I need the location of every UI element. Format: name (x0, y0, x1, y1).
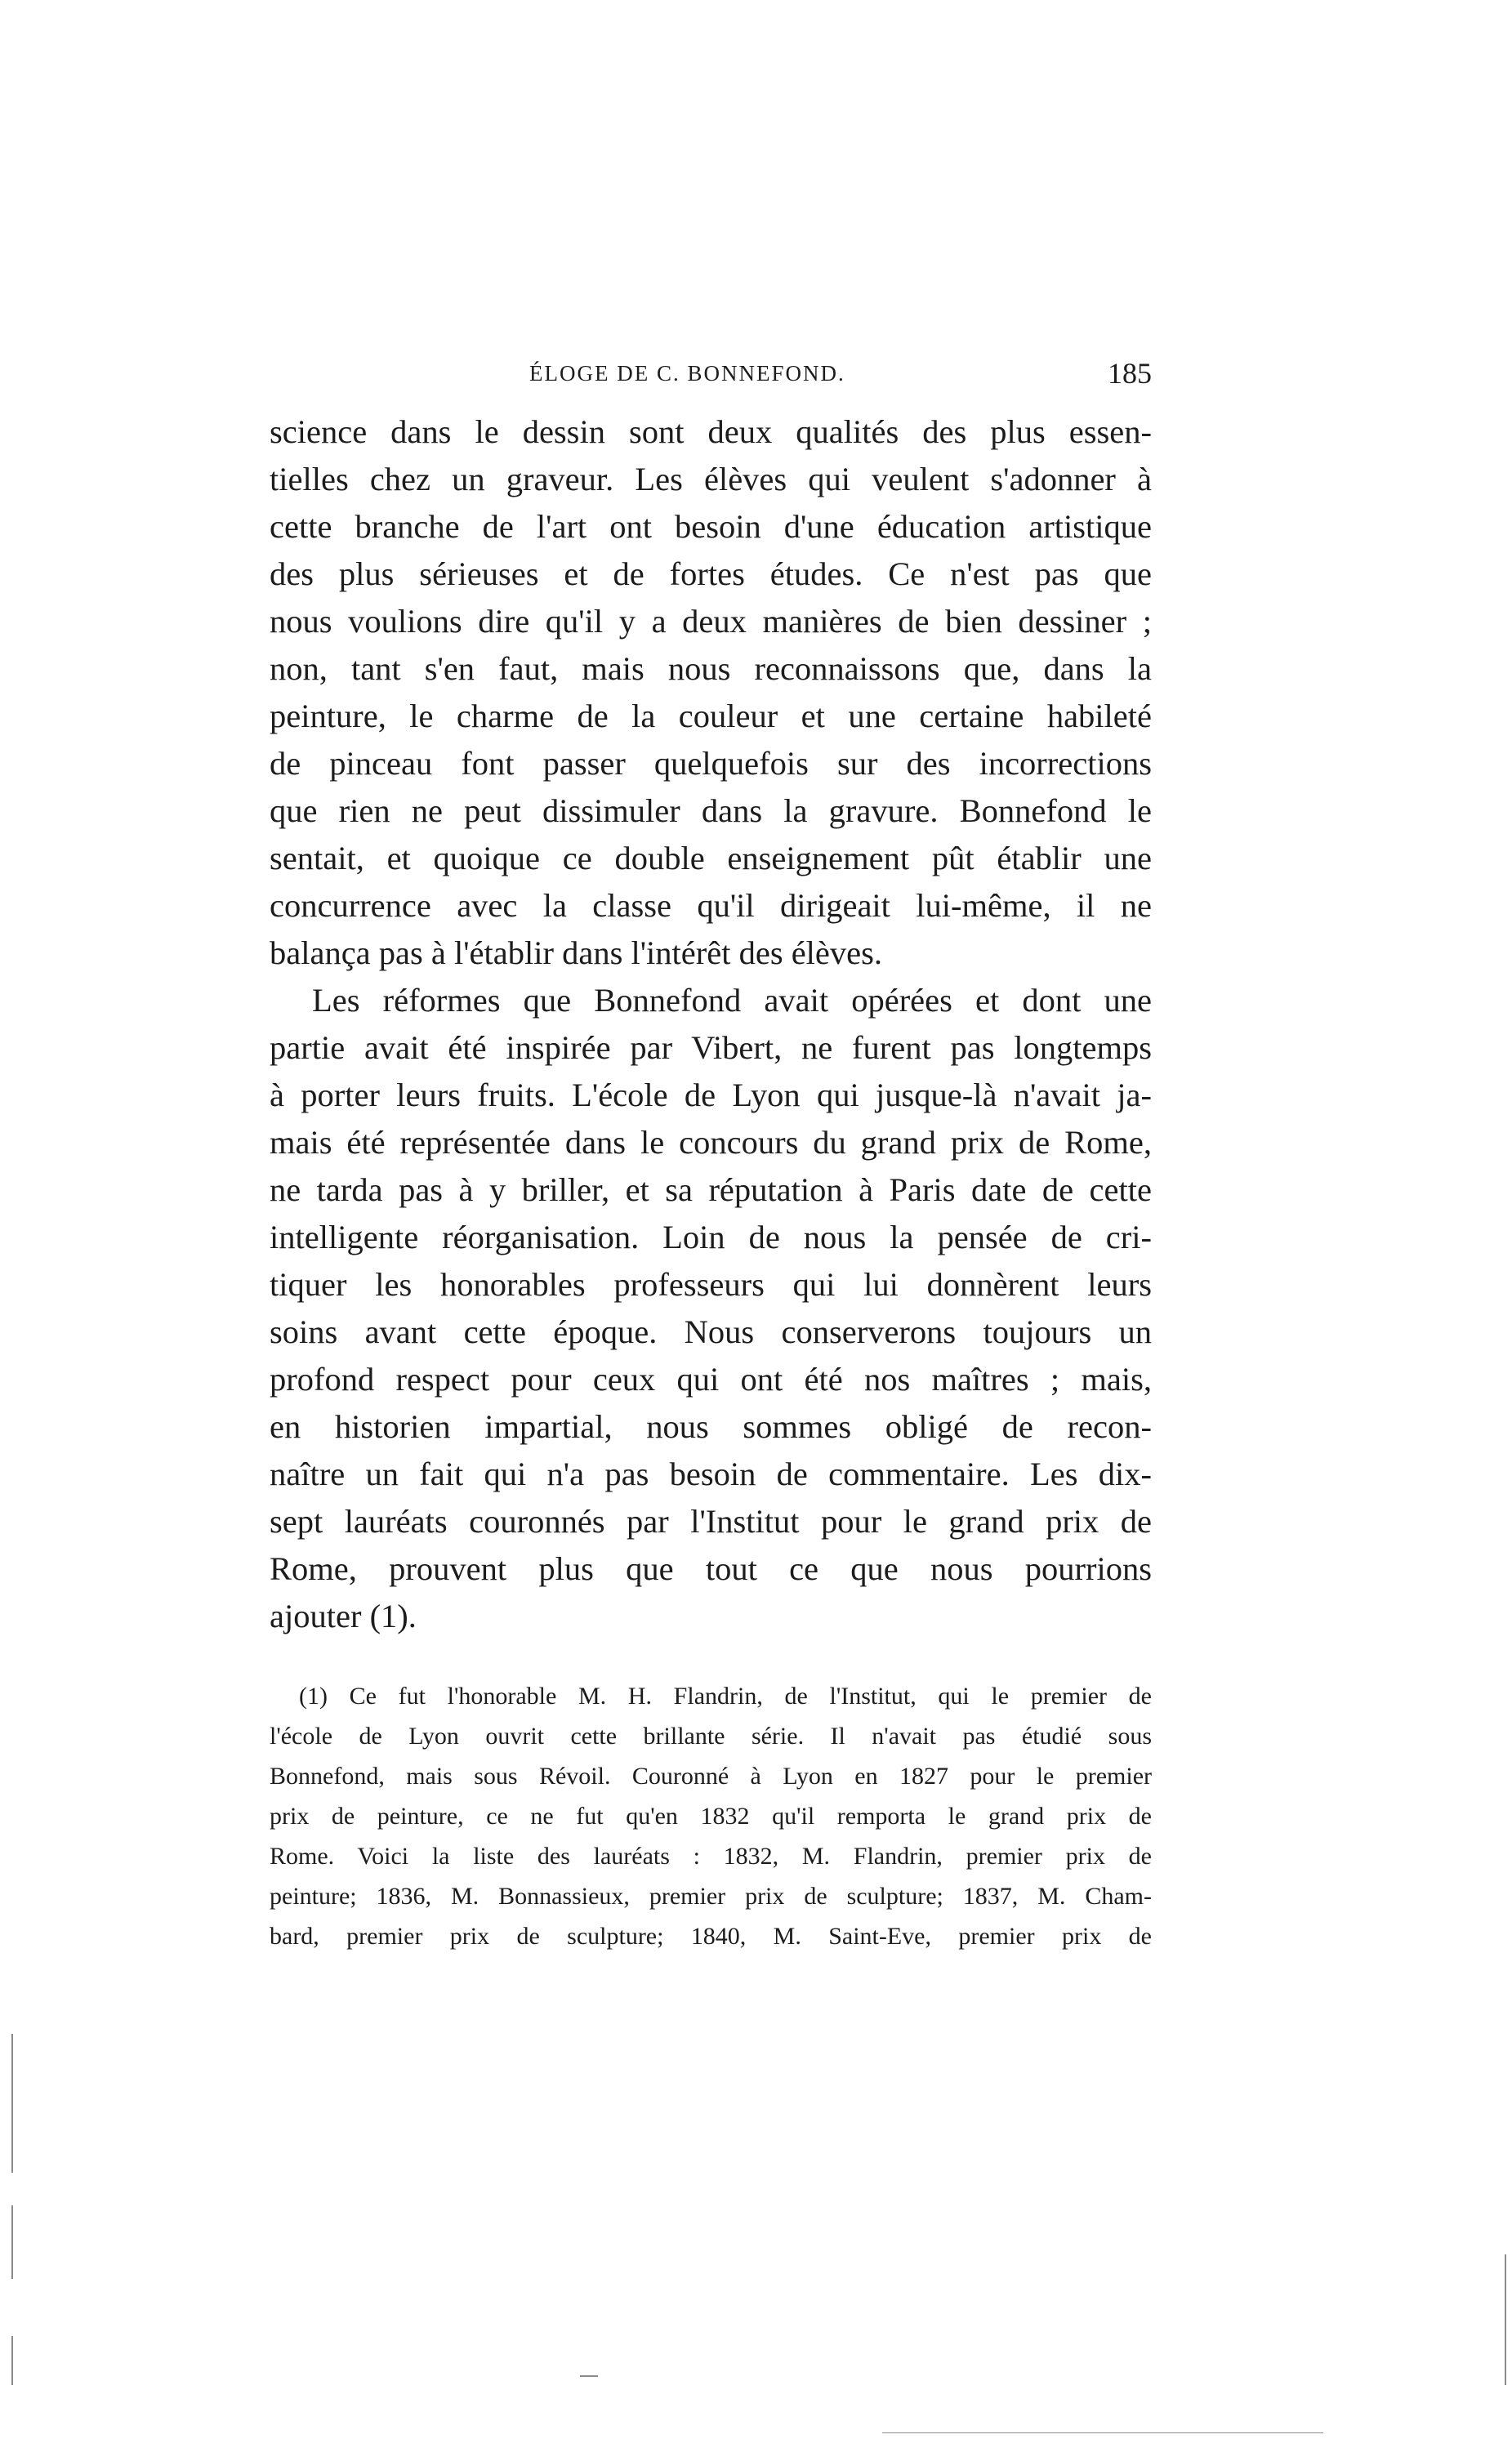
body-text (270, 408, 1152, 1640)
text-line: ne tarda pas à y briller, et sa réputation à Paris date de cette (270, 1171, 1152, 1208)
running-head (270, 356, 1152, 397)
footnote-line: prix de peinture, ce ne fut qu'en 1832 qu'il remporta le grand prix de (270, 1803, 1152, 1830)
running-title: ÉLOGE DE C. BONNEFOND. (529, 361, 845, 386)
footnote-line: Rome. Voici la liste des lauréats : 1832, M. Flandrin, premier prix de (270, 1843, 1152, 1870)
footnote-line: l'école de Lyon ouvrit cette brillante série. Il n'avait pas étudié sous (270, 1723, 1152, 1750)
text-line: partie avait été inspirée par Vibert, ne furent pas longtemps (270, 1029, 1152, 1066)
text-line: sentait, et quoique ce double enseignement pût établir une (270, 840, 1152, 876)
text-line: sept lauréats couronnés par l'Institut pour le grand prix de (270, 1503, 1152, 1540)
scan-artifact (11, 2336, 13, 2385)
text-line: que rien ne peut dissimuler dans la gravure. Bonnefond le (270, 792, 1152, 829)
text-line: mais été représentée dans le concours du grand prix de Rome, (270, 1124, 1152, 1161)
footnote-line: Bonnefond, mais sous Révoil. Couronné à Lyon en 1827 pour le premier (270, 1763, 1152, 1790)
footnote-line: bard, premier prix de sculpture; 1840, M. Saint-Eve, premier prix de (270, 1923, 1152, 1950)
text-line: naître un fait qui n'a pas besoin de commentaire. Les dix- (270, 1456, 1152, 1492)
scan-artifact (882, 2432, 1323, 2433)
scan-artifact (11, 2205, 13, 2279)
text-line: nous voulions dire qu'il y a deux manières de bien dessiner ; (270, 603, 1152, 640)
footnote-line: peinture; 1836, M. Bonnassieux, premier prix de sculpture; 1837, M. Cham- (270, 1883, 1152, 1910)
footnote (270, 1676, 1152, 1956)
scan-artifact (11, 2034, 13, 2173)
text-line: tielles chez un graveur. Les élèves qui veulent s'adonner à (270, 461, 1152, 497)
text-line: en historien impartial, nous sommes obligé de recon- (270, 1408, 1152, 1445)
text-line: non, tant s'en faut, mais nous reconnaissons que, dans la (270, 650, 1152, 687)
text-line: Les réformes que Bonnefond avait opérées et dont une (312, 982, 1152, 1019)
text-line: science dans le dessin sont deux qualités des plus essen- (270, 413, 1152, 450)
text-line: tiquer les honorables professeurs qui lui donnèrent leurs (270, 1266, 1152, 1303)
text-line: cette branche de l'art ont besoin d'une éducation artistique (270, 508, 1152, 545)
text-line: à porter leurs fruits. L'école de Lyon qui jusque-là n'avait ja- (270, 1077, 1152, 1113)
text-line: intelligente réorganisation. Loin de nous la pensée de cri- (270, 1219, 1152, 1255)
scan-artifact (580, 2375, 598, 2377)
footnote-line: (1) Ce fut l'honorable M. H. Flandrin, de l'Institut, qui le premier de (299, 1683, 1152, 1710)
text-line: concurrence avec la classe qu'il dirigeait lui-même, il ne (270, 887, 1152, 924)
scan-artifact (1505, 2254, 1506, 2385)
text-line: de pinceau font passer quelquefois sur des incorrections (270, 745, 1152, 782)
page-number: 185 (1108, 357, 1152, 390)
text-line: balança pas à l'établir dans l'intérêt des élèves. (270, 934, 883, 971)
text-line: soins avant cette époque. Nous conserverons toujours un (270, 1313, 1152, 1350)
text-line: profond respect pour ceux qui ont été nos maîtres ; mais, (270, 1361, 1152, 1398)
text-line: ajouter (1). (270, 1598, 417, 1634)
text-line: des plus sérieuses et de fortes études. Ce n'est pas que (270, 555, 1152, 592)
text-line: peinture, le charme de la couleur et une certaine habileté (270, 698, 1152, 734)
text-line: Rome, prouvent plus que tout ce que nous pourrions (270, 1550, 1152, 1587)
